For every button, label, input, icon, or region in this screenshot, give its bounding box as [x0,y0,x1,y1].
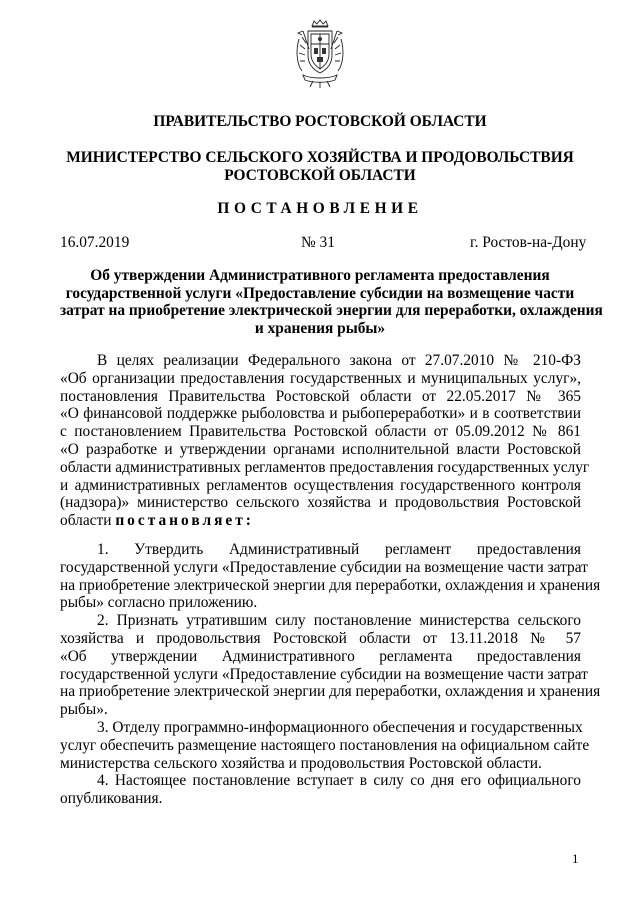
document-title [60,267,603,337]
body-line: В целях реализации Федерального закона от 27.07.2010 № 210-ФЗ [97,352,581,369]
document-number: № 31 [301,234,335,251]
item-3-paragraph [60,718,590,772]
item-1-paragraph [60,540,601,612]
body-line: области административных регламентов предоставления государственных услуг [60,458,590,476]
body-line: «О разработке и утверждении органами исполнительной власти Ростовской [60,440,581,458]
body-line: на приобретение электрической энергии для переработки, охлаждения и хранения [60,576,601,594]
body-line: государственной услуги «Предоставление субсидии на возмещение части затрат [60,558,588,576]
coat-of-arms-icon [293,19,347,89]
document-body [60,352,601,808]
body-line: рыбы». [60,701,108,719]
document-type: ПОСТАНОВЛЕНИЕ [217,200,423,217]
title-line: затрат на приобретение электрической энергии для переработки, охлаждения [60,302,603,320]
body-line: постановления Правительства Ростовской области от 22.05.2017 № 365 [60,387,581,405]
body-line: опубликования. [60,790,163,808]
body-line: услуг обеспечить размещение настоящего постановления на официальном сайте [60,736,590,754]
body-line: на приобретение электрической энергии для переработки, охлаждения и хранения [60,683,601,701]
body-line: министерства сельского хозяйства и продовольствия Ростовской области. [60,754,542,772]
body-line: «О финансовой поддержке рыболовства и рыбопереработки» и в соответствии [60,405,581,423]
page-number: 1 [572,851,579,866]
body-line: 3. Отделу программно-информационного обеспечения и государственных [97,718,583,736]
body-line: рыбы» согласно приложению. [60,594,258,612]
body-line: с постановлением Правительства Ростовской области от 05.09.2012 № 861 [60,423,581,441]
body-line: хозяйства и продовольствия Ростовской области от 13.11.2018 № 57 [60,629,581,647]
item-2-paragraph [60,612,601,719]
preamble-paragraph [60,352,590,530]
government-name: ПРАВИТЕЛЬСТВО РОСТОВСКОЙ ОБЛАСТИ [153,113,487,130]
body-line: «Об утверждении Административного регламента предоставления [60,647,581,665]
title-line: государственной услуги «Предоставление субсидии на возмещение части [65,284,575,302]
ministry-name-line2: РОСТОВСКОЙ ОБЛАСТИ [224,167,416,184]
body-line [60,512,581,530]
body-line: 1. Утвердить Административный регламент предоставления [97,540,581,558]
document-date: 16.07.2019 [60,234,130,251]
item-4-paragraph [60,772,581,808]
body-line: и административных регламентов осуществления государственного контроля [60,476,581,494]
body-line: (надзора)» министерство сельского хозяйства и продовольствия Ростовской [60,494,581,512]
body-line: государственной услуги «Предоставление субсидии на возмещение части затрат [60,665,588,683]
body-line: «Об организации предоставления государственных и муниципальных услуг», [60,369,581,387]
resolves-word: постановляет: [115,512,254,530]
ministry-name-line1: МИНИСТЕРСТВО СЕЛЬСКОГО ХОЗЯЙСТВА И ПРОДОВОЛЬСТВИЯ [66,149,574,166]
document-place: г. Ростов-на-Дону [470,234,587,251]
title-line: Об утверждении Административного регламента предоставления [90,267,550,284]
body-line: 2. Признать утратившим силу постановление министерства сельского [97,612,581,630]
body-line: 4. Настоящее постановление вступает в силу со дня его официального [97,772,581,790]
preamble-last-word: области [60,512,112,530]
title-line: и хранения рыбы» [254,319,386,337]
